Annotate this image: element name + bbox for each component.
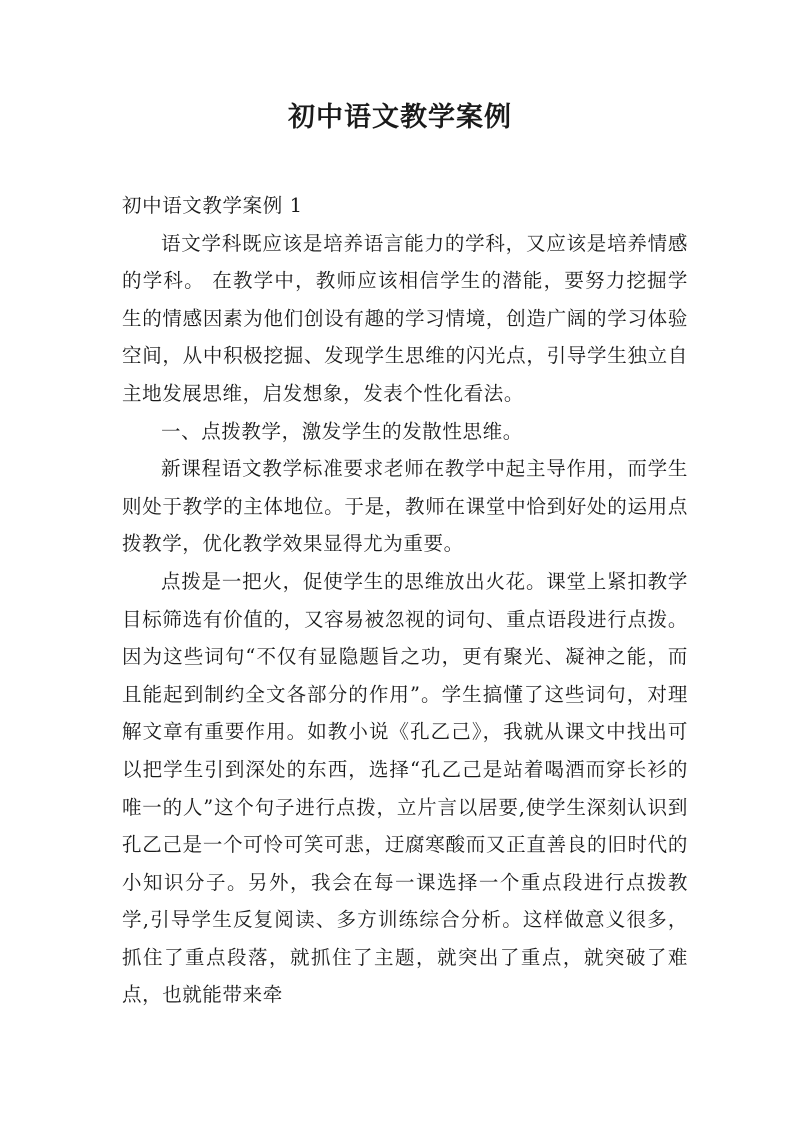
section-heading: 初中语文教学案例 1 [122, 194, 303, 217]
paragraph-intro: 语文学科既应该是培养语言能力的学科，又应该是培养情感的学科。 在教学中，教师应该相信学生的潜能，要努力挖掘学生的情感因素为他们创设有趣的学习情境，创造广阔的学习体验空间，从中积极挖掘、发现学生思维的闪光点，引导学生独立自主地发展思维，启发想象，发表个性化看法。 [122, 231, 688, 405]
document-body [122, 187, 688, 1014]
document-title: 初中语文教学案例 [288, 102, 512, 133]
paragraph-guidance: 点拨是一把火，促使学生的思维放出火花。课堂上紧扣教学目标筛选有价值的，又容易被忽视的词句、重点语段进行点拨。因为这些词句“不仅有显隐题旨之功，更有聚光、凝神之能，而且能起到制约全文各部分的作用”。学生搞懂了这些词句，对理解文章有重要作用。如教小说《孔乙己》，我就从课文中找出可以把学生引到深处的东西，选择“孔乙己是站着喝酒而穿长衫的唯一的人”这个句子进行点拨，立片言以居要,使学生深刻认识到孔乙己是一个可怜可笑可悲，迂腐寒酸而又正直善良的旧时代的小知识分子。另外，我会在每一课选择一个重点段进行点拨教学,引导学生反复阅读、多方训练综合分析。这样做意义很多，抓住了重点段落，就抓住了主题，就突出了重点，就突破了难点，也就能带来牵 [122, 569, 688, 1007]
paragraph-curriculum: 新课程语文教学标准要求老师在教学中起主导作用，而学生则处于教学的主体地位。于是，教师在课堂中恰到好处的运用点拨教学，优化教学效果显得尤为重要。 [122, 457, 688, 556]
paragraph-subheading: 一、点拨教学，激发学生的发散性思维。 [161, 419, 523, 443]
